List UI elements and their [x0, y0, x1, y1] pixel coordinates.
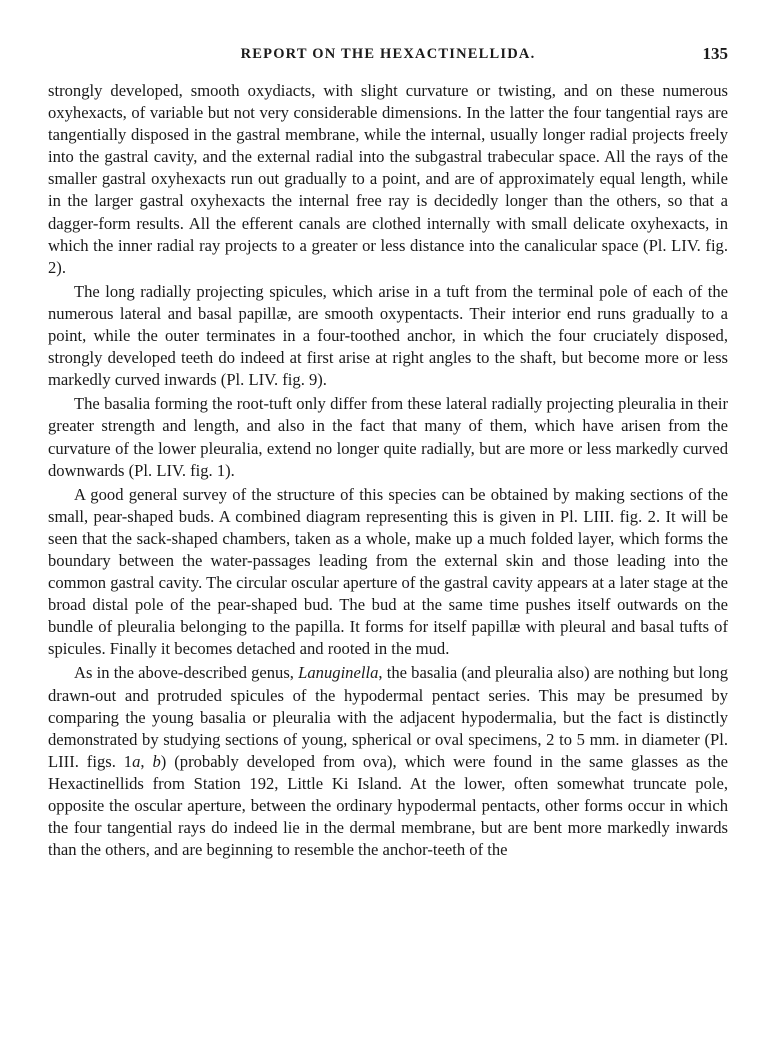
paragraph-4: A good general survey of the structure of this species can be obtained by making sections of the small, pear-shaped buds. A combined diagram representing this is given in Pl. LIII. fig. 2. It will be seen that the sack-shaped chambers, taken as a whole, make up a much folded layer, which forms the boundary between the water-passages leading from the external skin and those leading into the common gastral cavity. The circular oscular aperture of the gastral cavity appears at a later stage at the broad distal pole of the pear-shaped bud. The bud at the same time pushes itself outwards on the bundle of pleuralia belonging to the papilla. It forms for itself papillæ with pleural and basal tufts of spicules. Finally it becomes detached and rooted in the mud.: [48, 484, 728, 659]
paragraph-5: [48, 662, 728, 861]
genus-name-italic: Lanuginella: [298, 663, 379, 683]
paragraph-2: The long radially projecting spicules, which arise in a tuft from the terminal pole of each of the numerous lateral and basal papillæ, are smooth oxypentacts. Their interior end runs gradually to a point, while the outer terminates in a four-toothed anchor, in which the four cruciately disposed, strongly developed teeth do indeed at first arise at right angles to the shaft, but become more or less markedly curved inwards (Pl. LIV. fig. 9).: [48, 281, 728, 390]
paragraph-5-part-4: ) (probably developed from ova), which were found in the same glasses as the Hexactinellids from Station 192, Little Ki Island. At the lower, often somewhat truncate pole, opposite the oscular aperture, between the ordinary hypodermal pentacts, other forms occur in which the four tangential rays do indeed lie in the dermal membrane, but are bent more markedly inwards than the others, and are beginning to resemble the anchor-teeth of the: [48, 751, 729, 860]
paragraph-5-part-2: , the basalia (and pleuralia also) are nothing but long drawn-out and protruded spicules of the hypodermal pentact series. This may be presumed by comparing the young basalia or pleuralia with the adjacent hypodermalia, but the fact is distinctly demonstrated by studying sections of young, spherical or oval specimens, 2 to 5 mm. in diameter (Pl. LIII. figs. 1: [48, 663, 729, 771]
body-text: [48, 80, 728, 861]
paragraph-1: strongly developed, smooth oxydiacts, with slight curvature or twisting, and on these numerous oxyhexacts, of variable but not very considerable dimensions. In the latter the four tangential rays are tangentially disposed in the gastral membrane, while the internal, usually longer radial projects freely into the gastral cavity, and the external radial into the subgastral trabecular space. All the rays of the smaller gastral oxyhexacts run out gradually to a point, and are of approximately equal length, while in the larger gastral oxyhexacts the internal free ray is decidedly longer than the others, so that a dagger-form results. All the efferent canals are clothed internally with small delicate oxyhexacts, in which the inner radial ray projects to a greater or less distance into the canalicular space (Pl. LIV. fig. 2).: [48, 81, 728, 277]
page: [48, 40, 728, 863]
paragraph-5-part-3: ,: [140, 751, 153, 771]
paragraph-3: The basalia forming the root-tuft only differ from these lateral radially projecting pleuralia in their greater strength and length, and also in the fact that many of them, which have arisen from the curvature of the lower pleuralia, extend no longer quite radially, but are more or less markedly curved downwards (Pl. LIV. fig. 1).: [48, 394, 728, 480]
page-number: 135: [702, 44, 728, 63]
paragraph-5-part-1: As in the above-described genus,: [74, 663, 299, 683]
running-head: [48, 40, 728, 66]
running-title: REPORT ON THE HEXACTINELLIDA.: [240, 46, 536, 62]
figure-label-a: a: [132, 751, 141, 771]
figure-label-b: b: [152, 751, 161, 771]
